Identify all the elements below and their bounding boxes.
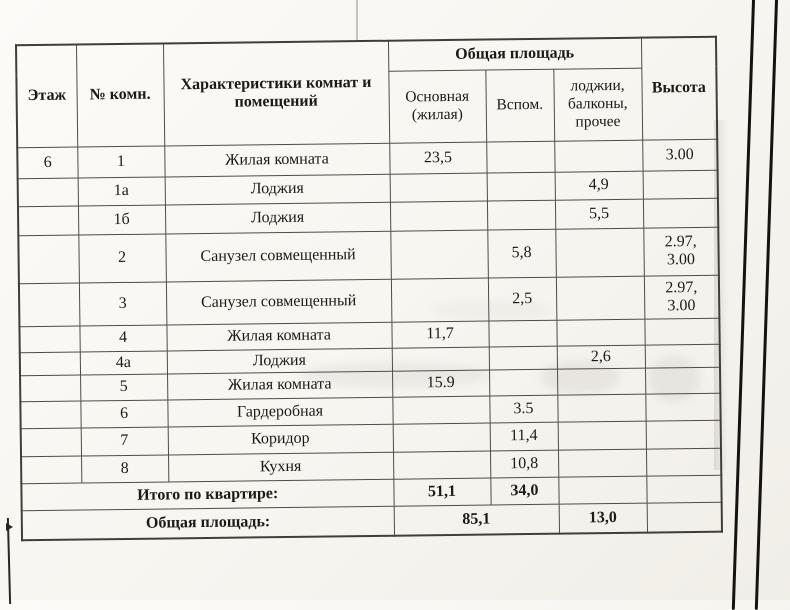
header-main-living: Основная (жилая)	[388, 70, 486, 143]
subtotal-main: 51,1	[393, 478, 490, 506]
cell-loggia	[556, 276, 645, 320]
cell-aux	[486, 141, 554, 173]
cell-floor	[19, 326, 79, 353]
cell-height	[645, 393, 720, 421]
cell-loggia: 4,9	[555, 171, 643, 200]
cell-height	[643, 170, 718, 199]
cell-height	[645, 344, 720, 368]
cell-aux: 10,8	[490, 450, 558, 478]
cell-height: 3.00	[642, 139, 717, 171]
page-edge-line	[755, 0, 778, 610]
cell-room: 1а	[78, 176, 165, 205]
cell-loggia	[558, 449, 646, 477]
cell-floor	[18, 178, 78, 207]
total-area-value: 85,1	[394, 504, 559, 536]
cell-main	[391, 278, 489, 322]
cell-main: 11,7	[391, 321, 488, 348]
cell-main	[390, 230, 488, 279]
cell-loggia	[554, 140, 642, 172]
cell-main	[390, 201, 487, 231]
cell-floor	[18, 235, 79, 284]
cell-room: 7	[81, 426, 168, 455]
cell-room: 4	[79, 324, 166, 351]
cell-loggia	[558, 421, 646, 450]
subtotal-label: Итого по квартире:	[21, 479, 393, 511]
header-loggia-balcony: лоджии, балконы, прочее	[553, 68, 642, 141]
cell-room: 3	[79, 281, 167, 325]
table-row	[18, 227, 719, 284]
subtotal-height	[646, 475, 721, 503]
cell-floor	[19, 283, 80, 327]
subtotal-aux: 34,0	[490, 477, 558, 505]
cell-floor: 6	[17, 147, 77, 179]
cell-height: 2.97, 3.00	[644, 275, 720, 319]
cell-name: Лоджия	[167, 348, 392, 374]
header-total-area: Общая площадь	[388, 38, 641, 71]
cell-aux: 2,5	[488, 277, 557, 321]
cell-floor	[21, 428, 81, 457]
header-characteristics: Характеристики комнат и помещений	[163, 41, 389, 146]
cell-main	[390, 173, 487, 202]
cell-room: 6	[80, 399, 167, 427]
cell-name: Гардеробная	[167, 397, 392, 427]
cell-height	[646, 420, 721, 449]
cell-name: Лоджия	[165, 174, 390, 205]
cell-floor	[20, 352, 80, 376]
cell-loggia: 5,5	[555, 199, 643, 229]
cell-loggia: 2,6	[557, 345, 645, 369]
total-label: Общая площадь:	[22, 506, 394, 541]
cell-floor	[20, 375, 80, 402]
cell-loggia	[557, 368, 645, 395]
cell-room: 1б	[78, 204, 165, 234]
cell-floor	[18, 206, 78, 236]
cell-name: Жилая комната	[167, 371, 392, 400]
header-floor: Этаж	[16, 45, 77, 148]
cell-room: 2	[78, 233, 166, 282]
total-loggia: 13,0	[559, 503, 647, 534]
subtotal-loggia	[558, 476, 646, 504]
cell-loggia	[556, 319, 644, 346]
cell-height	[644, 318, 719, 345]
header-room-number: № комн.	[76, 43, 164, 146]
cell-aux	[489, 369, 557, 396]
header-auxiliary: Вспом.	[485, 69, 554, 142]
cell-aux	[489, 346, 557, 370]
cell-room: 1	[77, 145, 164, 177]
cell-aux	[487, 200, 555, 230]
cell-name: Лоджия	[165, 202, 390, 234]
cell-aux: 5,8	[487, 229, 556, 278]
cell-main: 15.9	[392, 370, 489, 397]
cell-room: 5	[80, 373, 167, 400]
cell-height	[645, 367, 720, 394]
cell-main	[392, 347, 489, 371]
cell-name: Кухня	[168, 452, 393, 482]
page-edge-line	[732, 0, 755, 610]
cell-height: 2.97, 3.00	[643, 227, 719, 276]
cell-name: Жилая комната	[166, 322, 391, 351]
cell-height	[643, 198, 718, 228]
cell-main: 23,5	[389, 142, 486, 174]
cell-name: Коридор	[168, 424, 393, 455]
cell-height	[646, 448, 721, 476]
cell-floor	[20, 401, 80, 429]
cell-room: 4а	[80, 350, 167, 374]
cell-main	[392, 396, 489, 424]
cell-loggia	[555, 228, 644, 277]
cell-aux: 3.5	[489, 395, 557, 423]
cell-aux	[487, 172, 555, 201]
room-explication-table	[15, 36, 721, 542]
cell-room: 8	[81, 454, 168, 482]
explication-table	[15, 36, 723, 542]
scan-artifact-left-arrow	[6, 523, 13, 531]
cell-aux: 11,4	[490, 422, 558, 451]
cell-loggia	[557, 394, 645, 422]
cell-name: Жилая комната	[164, 143, 389, 177]
cell-name: Санузел совмещенный	[165, 231, 391, 282]
header-height: Высота	[641, 37, 717, 140]
cell-main	[393, 451, 490, 479]
cell-aux	[488, 320, 556, 347]
cell-floor	[21, 456, 81, 484]
cell-main	[393, 423, 490, 452]
total-height	[647, 502, 722, 533]
cell-name: Санузел совмещенный	[166, 279, 392, 325]
scan-artifact-top-line	[356, 0, 358, 42]
